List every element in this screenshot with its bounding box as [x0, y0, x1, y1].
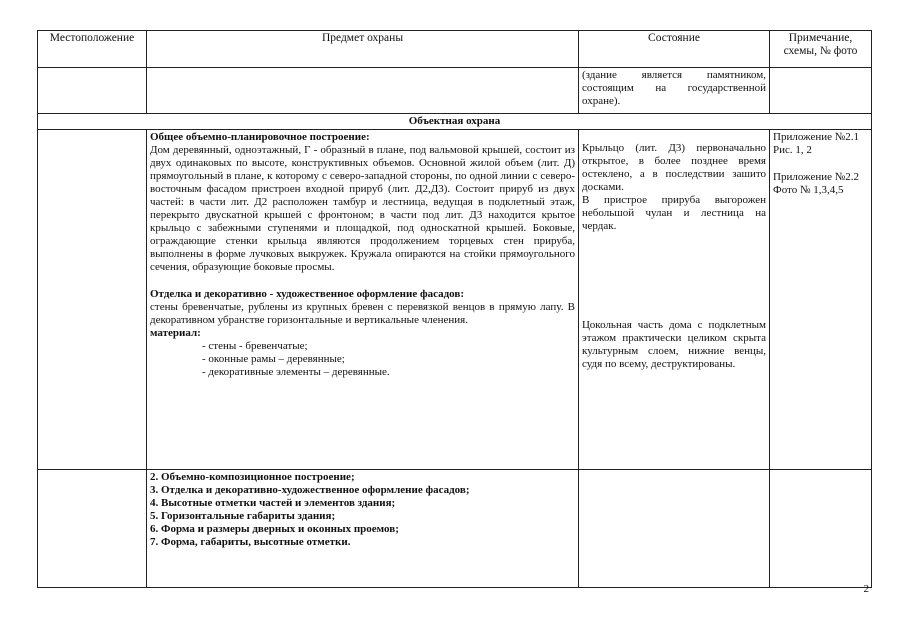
header-state: Состояние: [579, 31, 770, 68]
header-note: Примечание, схемы, № фото: [770, 31, 872, 68]
section-title: Объектная охрана: [38, 114, 872, 130]
list-item: 4. Высотные отметки частей и элементов здания;: [150, 497, 396, 509]
subject-heading: Отделка и декоративно - художественное оформление фасадов:: [150, 288, 464, 300]
cell-location: [38, 470, 147, 588]
page-number: 2: [863, 583, 869, 595]
list-item: 3. Отделка и декоративно-художественное оформление фасадов;: [150, 484, 470, 496]
list-item: 7. Форма, габариты, высотные отметки.: [150, 536, 351, 548]
state-paragraph: В пристрое прируба выгорожен небольшой чулан и лестница на чердак.: [582, 194, 766, 232]
cell-subject: [147, 470, 579, 588]
material-item: - стены - бревенчатые;: [202, 340, 308, 352]
state-paragraph: Цокольная часть дома с подклетным этажом практически целиком скрыта культурным слоем, нижние венцы, судя по всему, деструктированы.: [582, 319, 766, 370]
material-label: материал:: [150, 327, 201, 339]
table-row: [38, 470, 872, 588]
list-item: 5. Горизонтальные габариты здания;: [150, 510, 336, 522]
table-header-row: [38, 31, 872, 68]
cell-state: [579, 470, 770, 588]
state-paragraph: Крыльцо (лит. Д3) первоначально открытое, в более позднее время остеклено, а в последствии зашито досками.: [582, 142, 766, 193]
note-line: Приложение №2.1: [773, 131, 860, 143]
cell-location: [38, 68, 147, 114]
cell-note: [770, 68, 872, 114]
note-line: Приложение №2.2: [773, 171, 860, 183]
list-item: 2. Объемно-композиционное построение;: [150, 471, 355, 483]
material-item: - оконные рамы – деревянные;: [202, 353, 345, 365]
cell-location: [38, 130, 147, 470]
header-subject: Предмет охраны: [147, 31, 579, 68]
table-row: [38, 68, 872, 114]
table-row: [38, 130, 872, 470]
subject-heading: Общее объемно-планировочное построение:: [150, 131, 370, 143]
protection-table: [37, 30, 872, 588]
cell-note: [770, 470, 872, 588]
header-location: Местоположение: [38, 31, 147, 68]
cell-subject: [147, 68, 579, 114]
cell-subject: [147, 130, 579, 470]
cell-state: [579, 130, 770, 470]
subject-paragraph: стены бревенчатые, рублены из крупных бревен с перевязкой венцов в прямую лапу. В декоративном убранстве горизонтальные и вертикальные членения.: [150, 301, 575, 326]
section-row: [38, 114, 872, 130]
subject-paragraph: Дом деревянный, одноэтажный, Г - образный в плане, под вальмовой крышей, состоит из двух одинаковых по высоте, конструктивных объемов. Основной жилой объем (лит. Д) прямоугольный в плане, к которому с северо-западной стороны, по одной линии с северо-восточным фасадом пристроен входной прируб (лит. Д2,Д3). Состоит прируб из двух частей: в части лит. Д2 расположен тамбур и лестница, ведущая в подклетный этаж, перекрыто двускатной крышей с фронтоном; в части под лит. Д3 находится крытое крыльцо с забежными ступенями и площадкой, под односкатной крышей. Боковые, ограждающие стенки крыльца являются продолжением торцевых стен прируба, выполнены в форме лучковых выкружек. Кружала опираются на стойки прямоугольного сечения, образующие боковые просмы.: [150, 144, 575, 273]
cell-note: [770, 130, 872, 470]
note-line: Фото № 1,3,4,5: [773, 184, 844, 196]
cell-state: (здание является памятником, состоящим на государственной охране).: [579, 68, 770, 114]
note-line: Рис. 1, 2: [773, 144, 812, 156]
material-item: - декоративные элементы – деревянные.: [202, 366, 390, 378]
list-item: 6. Форма и размеры дверных и оконных проемов;: [150, 523, 399, 535]
